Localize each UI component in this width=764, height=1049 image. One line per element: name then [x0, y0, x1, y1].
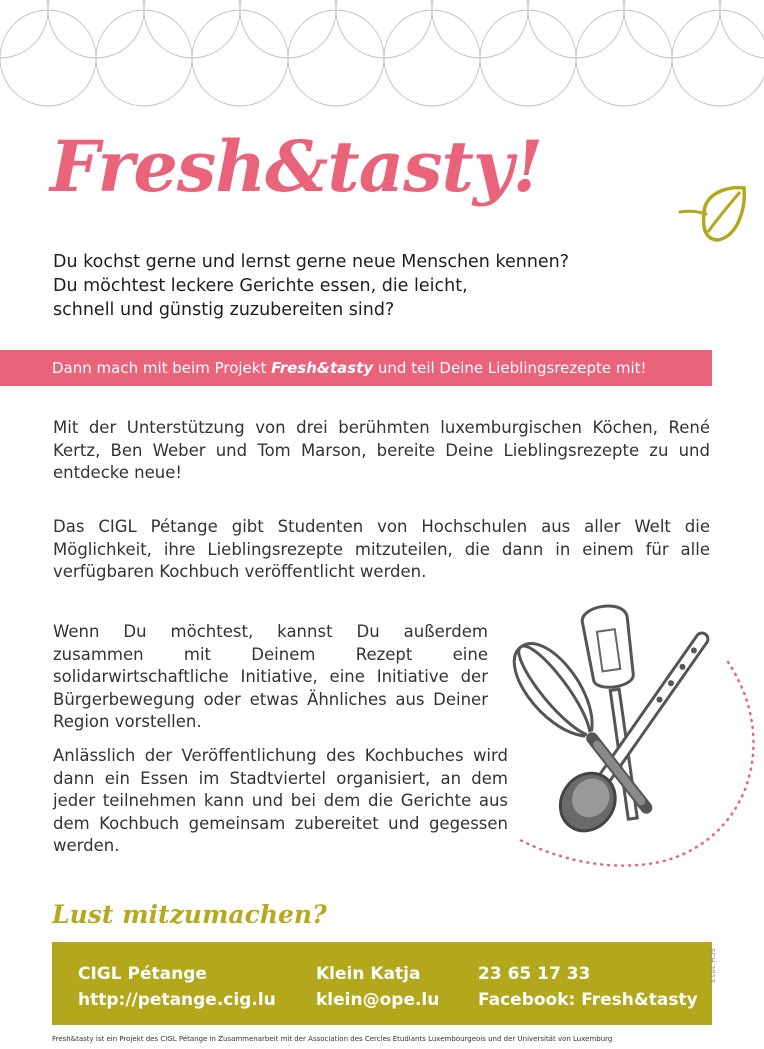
- org-name: CIGL Pétange: [78, 964, 207, 984]
- banner-text: Dann mach mit beim Projekt: [52, 359, 272, 377]
- contact-person: Klein Katja: [316, 964, 421, 984]
- intro-line: Du kochst gerne und lernst gerne neue Menschen kennen?: [53, 252, 570, 272]
- banner-project-name: Fresh&tasty: [271, 359, 374, 377]
- footer-credits: Fresh&tasty ist ein Projekt des CIGL Pétange in Zusammenarbeit mit der Association des Cercles Étudiants Luxembourgeois und der Universität von Luxemburg: [52, 1035, 613, 1043]
- circle-pattern-background: [0, 0, 764, 110]
- phone-number: 23 65 17 33: [478, 964, 591, 984]
- email-link[interactable]: klein@ope.lu: [316, 990, 440, 1010]
- intro-line: Du möchtest leckere Gerichte essen, die leicht,: [53, 276, 468, 296]
- paragraph-cookbook: Das CIGL Pétange gibt Studenten von Hochschulen aus aller Welt die Möglichkeit, ihre Lieblingsrezepte mitzuteilen, die dann in einem für alle verfügbaren Kochbuch veröffentlicht werden.: [53, 517, 710, 581]
- intro-questions: [53, 250, 673, 322]
- website-link[interactable]: http://petange.cig.lu: [78, 990, 276, 1010]
- facebook-link[interactable]: Facebook: Fresh&tasty: [478, 990, 698, 1010]
- paragraph-chefs: Mit der Unterstützung von drei berühmten luxemburgischen Köchen, René Kertz, Ben Weber und Tom Marson, bereite Deine Lieblingsrezepte zu und entdecke neue!: [53, 418, 710, 482]
- call-to-action-banner: [0, 350, 712, 386]
- paragraph-event: Anlässlich der Veröffentlichung des Kochbuches wird dann ein Essen im Stadtviertel organisiert, an dem jeder teilnehmen kann und bei dem die Gerichte aus dem Kochbuch gemeinsam zubereitet und gegessen werden.: [53, 746, 508, 855]
- join-headline: Lust mitzumachen?: [52, 900, 327, 929]
- paragraph-initiative: Wenn Du möchtest, kannst Du außerdem zusammen mit Deinem Rezept eine solidarwirtschaftliche Initiative, eine Initiative der Bürgerbewegung oder etwas Ähnliches aus Deiner Region vorstellen.: [53, 622, 488, 731]
- banner-text-end: und teil Deine Lieblingsrezepte mit!: [373, 359, 647, 377]
- page-title: Fresh&tasty!: [50, 125, 543, 208]
- intro-line: schnell und günstig zuzubereiten sind?: [53, 300, 395, 320]
- leaf-icon: [678, 182, 748, 252]
- print-code: SCH 2013: [708, 948, 716, 983]
- kitchen-utensils-icon: [480, 590, 764, 880]
- contact-box: [52, 942, 712, 1025]
